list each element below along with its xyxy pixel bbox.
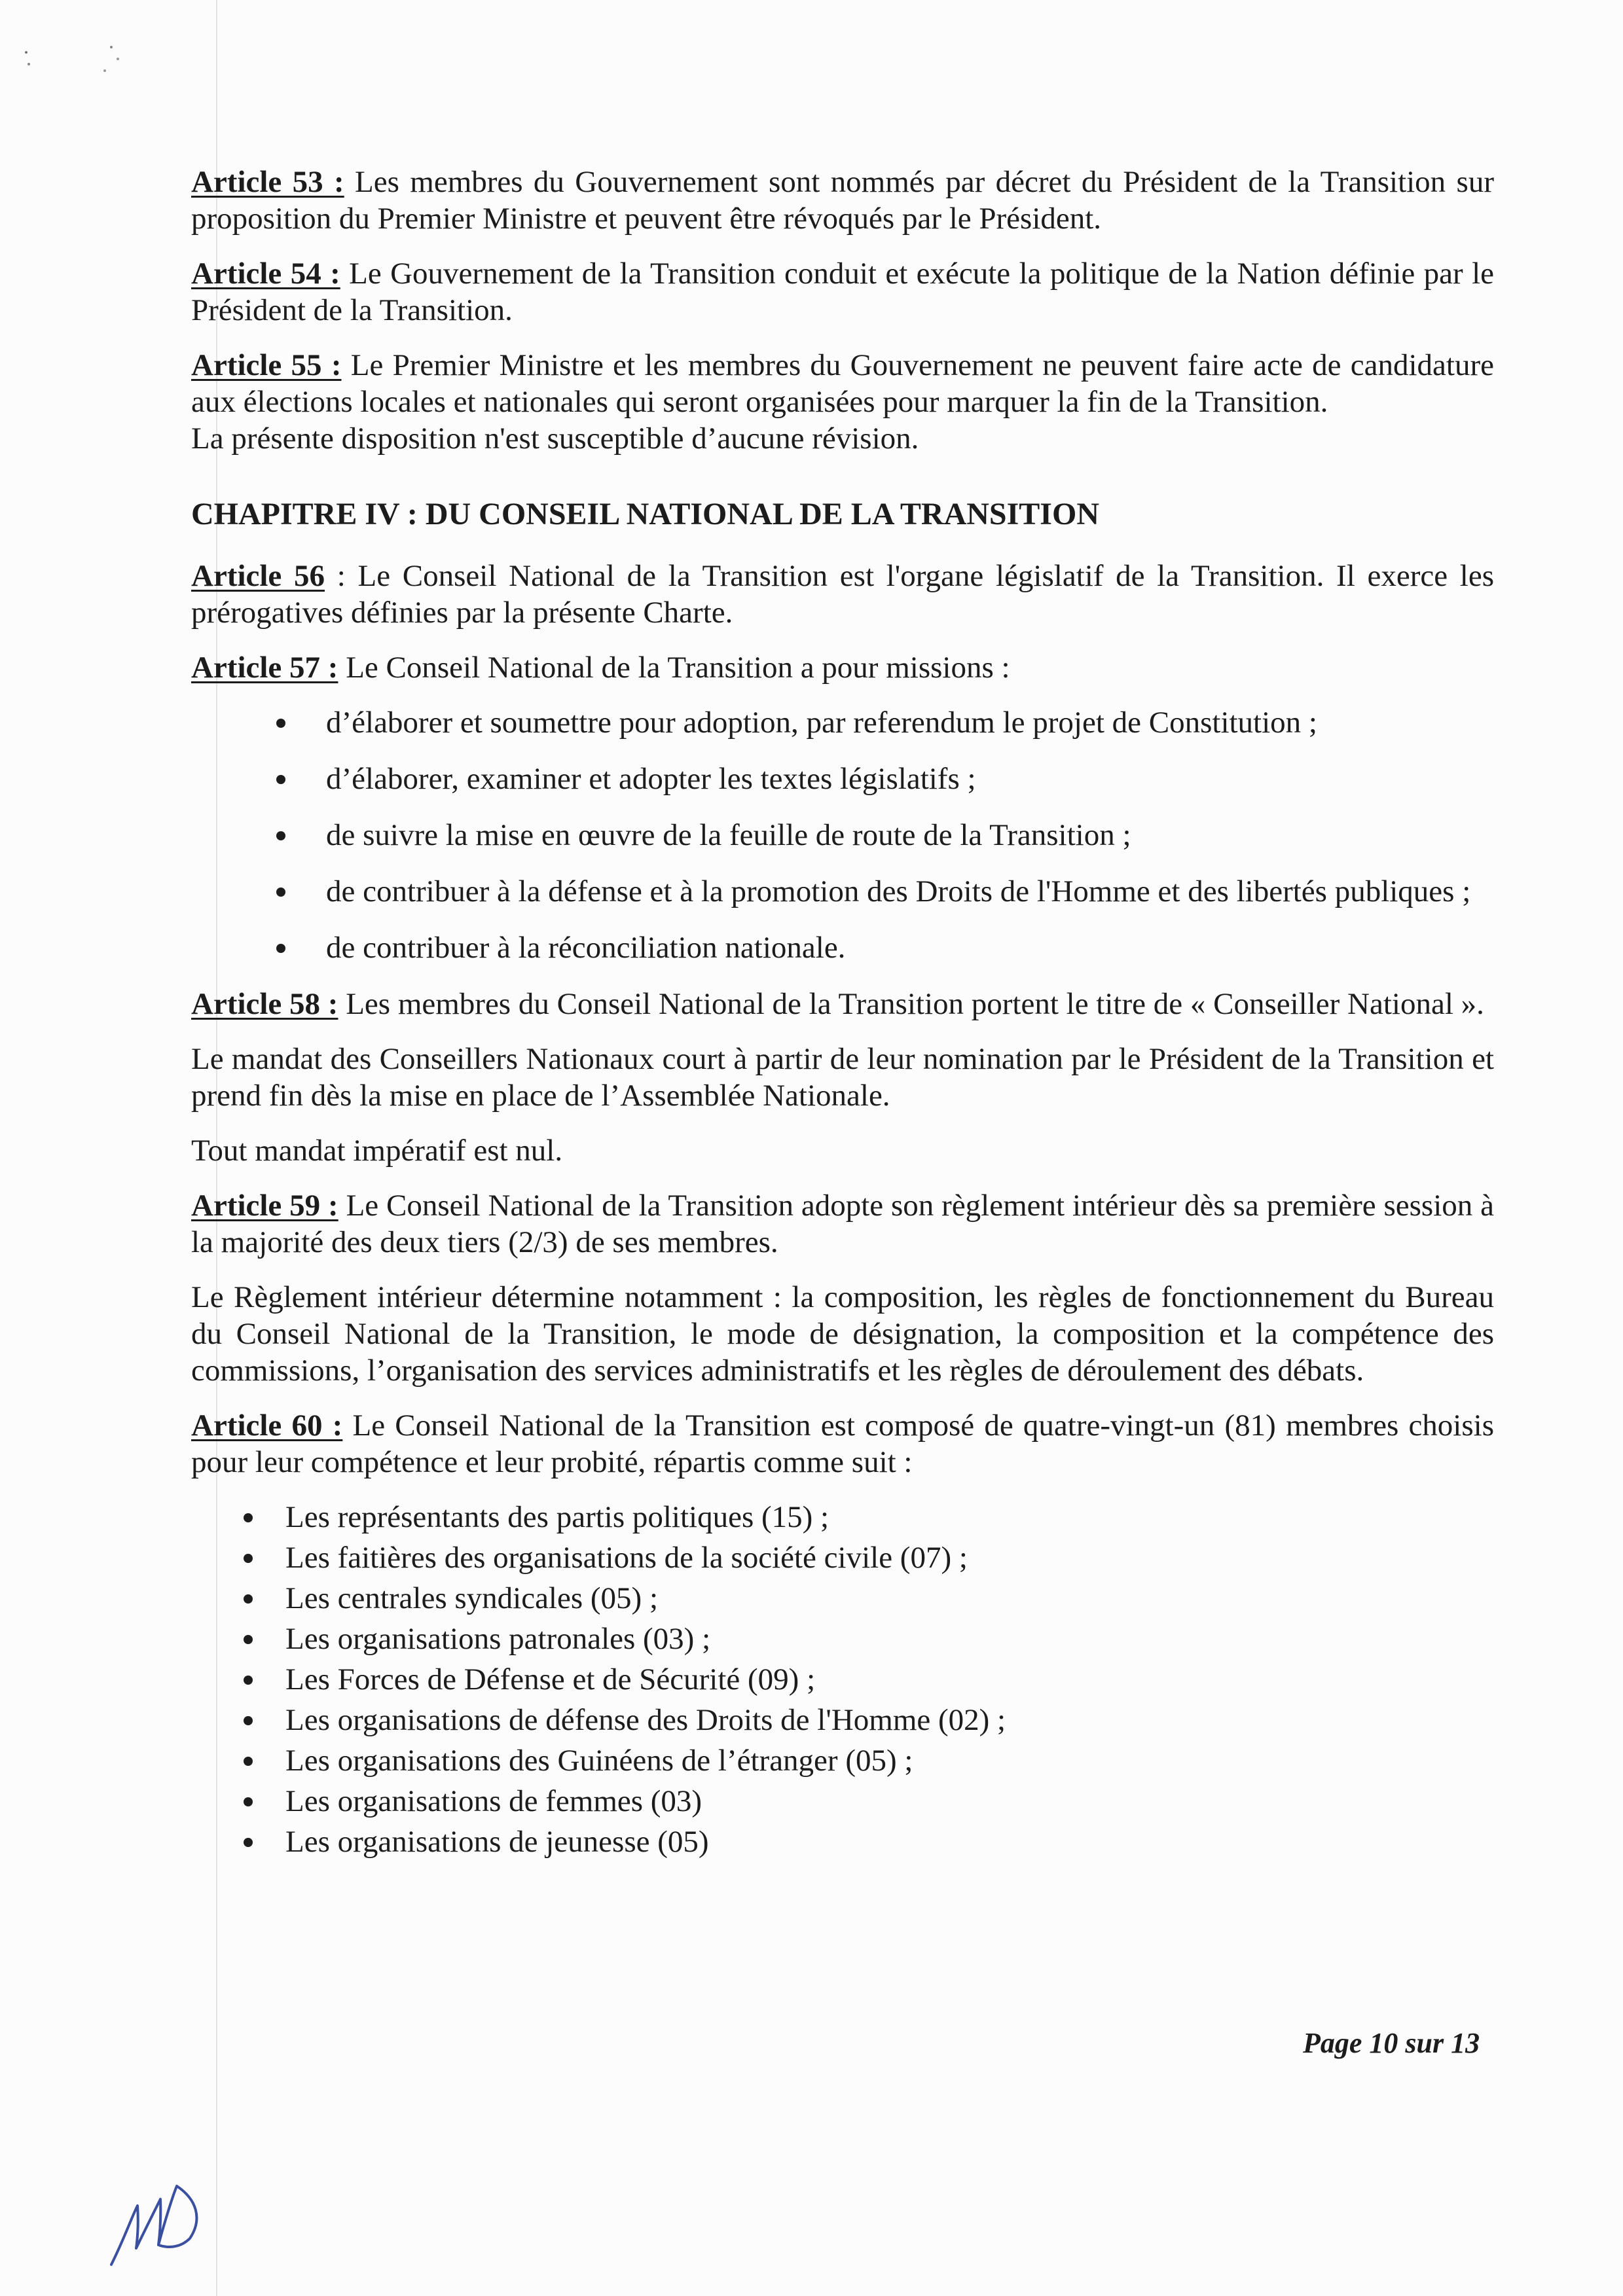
- list-item: Les centrales syndicales (05) ;: [191, 1580, 1494, 1617]
- list-item: Les organisations de jeunesse (05): [191, 1823, 1494, 1860]
- page-number: Page 10 sur 13: [1303, 2027, 1480, 2059]
- article-text: Les membres du Gouvernement sont nommés par décret du Président de la Transition sur proposition du Premier Ministre et peuvent être révoqués par le Président.: [191, 165, 1494, 236]
- article-55-note: La présente disposition n'est susceptible d’aucune révision.: [191, 422, 919, 456]
- list-item: Les organisations de femmes (03): [191, 1783, 1494, 1820]
- article-label: Article 56: [191, 559, 325, 593]
- article-text: Le Conseil National de la Transition adopte son règlement intérieur dès sa première session à la majorité des deux tiers (2/3) de ses membres.: [191, 1189, 1494, 1259]
- article-label: Article 59 :: [191, 1189, 338, 1223]
- article-54: [191, 255, 1494, 329]
- list-item: d’élaborer, examiner et adopter les textes législatifs ;: [191, 761, 1494, 797]
- list-item: de suivre la mise en œuvre de la feuille de route de la Transition ;: [191, 817, 1494, 853]
- article-53: [191, 164, 1494, 237]
- article-56: [191, 558, 1494, 631]
- article-58-paragraph: Le mandat des Conseillers Nationaux court à partir de leur nomination par le Président de la Transition et prend fin dès la mise en place de l’Assemblée Nationale.: [191, 1042, 1494, 1113]
- article-text: Le Conseil National de la Transition a pour missions :: [338, 651, 1010, 685]
- article-text: : Le Conseil National de la Transition est l'organe législatif de la Transition. Il exerce les prérogatives définies par la présente Charte.: [191, 559, 1494, 630]
- list-item: de contribuer à la réconciliation nationale.: [191, 929, 1494, 966]
- article-58: [191, 986, 1494, 1022]
- article-label: Article 54 :: [191, 257, 340, 291]
- scan-specks: [13, 39, 144, 92]
- list-item: Les Forces de Défense et de Sécurité (09) ;: [191, 1661, 1494, 1698]
- article-text: Le Conseil National de la Transition est composé de quatre-vingt-un (81) membres choisis pour leur compétence et leur probité, répartis comme suit :: [191, 1408, 1494, 1479]
- article-label: Article 57 :: [191, 651, 338, 685]
- list-item: Les organisations de défense des Droits de l'Homme (02) ;: [191, 1702, 1494, 1738]
- article-text: Le Gouvernement de la Transition conduit et exécute la politique de la Nation définie par le Président de la Transition.: [191, 257, 1494, 327]
- article-58-paragraph: Tout mandat impératif est nul.: [191, 1134, 563, 1168]
- list-item: Les faitières des organisations de la société civile (07) ;: [191, 1539, 1494, 1576]
- list-item: Les représentants des partis politiques (15) ;: [191, 1499, 1494, 1535]
- missions-list: [191, 704, 1494, 966]
- article-label: Article 53 :: [191, 165, 344, 199]
- article-label: Article 58 :: [191, 987, 338, 1021]
- list-item: Les organisations des Guinéens de l’étranger (05) ;: [191, 1742, 1494, 1779]
- article-text: Les membres du Conseil National de la Transition portent le titre de « Conseiller National ».: [338, 987, 1484, 1021]
- composition-list: [191, 1499, 1494, 1860]
- article-60: [191, 1407, 1494, 1480]
- list-item: de contribuer à la défense et à la promotion des Droits de l'Homme et des libertés publiques ;: [191, 873, 1494, 910]
- article-label: Article 60 :: [191, 1408, 343, 1443]
- article-55: [191, 347, 1494, 420]
- chapter-title: CHAPITRE IV : DU CONSEIL NATIONAL DE LA TRANSITION: [191, 497, 1099, 531]
- article-59-paragraph: Le Règlement intérieur détermine notamment : la composition, les règles de fonctionnement du Bureau du Conseil National de la Transition, le mode de désignation, la composition et la compétence des commissions, l’organisation des services administratifs et les règles de déroulement des débats.: [191, 1280, 1494, 1388]
- signature-initials: [98, 2160, 216, 2278]
- article-59: [191, 1187, 1494, 1261]
- article-text: Le Premier Ministre et les membres du Gouvernement ne peuvent faire acte de candidature aux élections locales et nationales qui seront organisées pour marquer la fin de la Transition.: [191, 348, 1494, 419]
- article-label: Article 55 :: [191, 348, 342, 382]
- list-item: d’élaborer et soumettre pour adoption, par referendum le projet de Constitution ;: [191, 704, 1494, 741]
- document-body: [191, 164, 1494, 1873]
- article-57: [191, 649, 1494, 686]
- list-item: Les organisations patronales (03) ;: [191, 1621, 1494, 1657]
